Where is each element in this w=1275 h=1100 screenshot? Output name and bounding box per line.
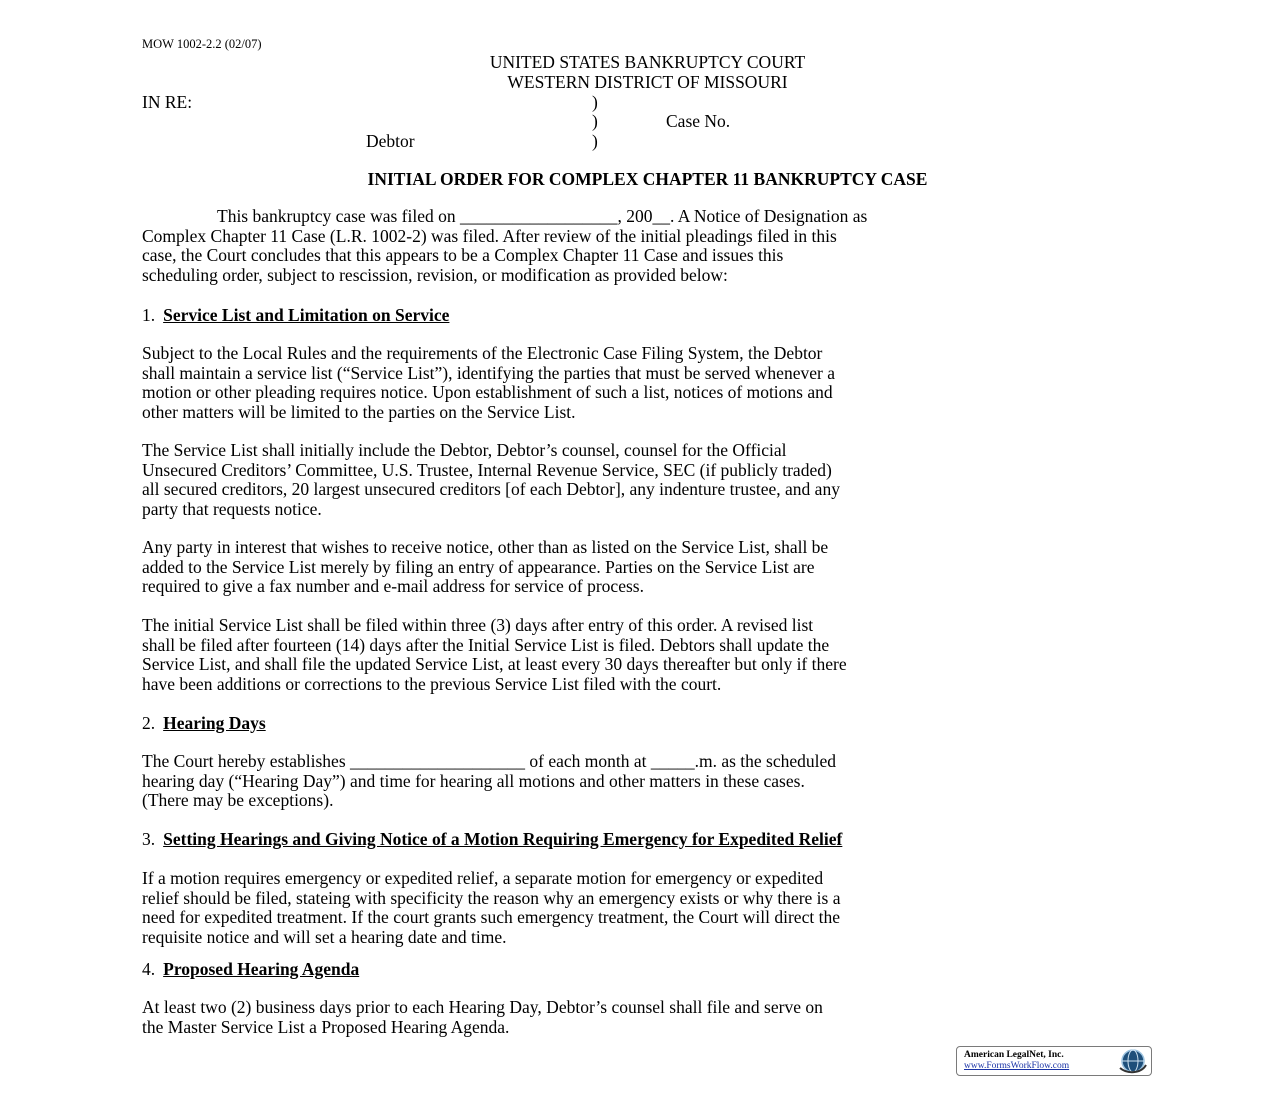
text-line: hearing day (“Hearing Day”) and time for hearing all motions and other matters in these cases.: [142, 770, 805, 791]
section-title: Proposed Hearing Agenda: [163, 959, 360, 979]
in-re-label: IN RE:: [142, 92, 193, 112]
paragraph: [142, 344, 1157, 422]
section-heading-hearing-days: [142, 713, 266, 734]
section-heading-service-list: [142, 305, 449, 326]
order-title: INITIAL ORDER FOR COMPLEX CHAPTER 11 BANKRUPTCY CASE: [367, 169, 928, 189]
text-line: The initial Service List shall be filed within three (3) days after entry of this order. A revised list: [142, 615, 814, 635]
text-line: This bankruptcy case was filed on __________________, 200__. A Notice of Designation as: [217, 206, 868, 226]
intro-paragraph: [142, 207, 1157, 285]
caption-paren: ): [592, 131, 598, 151]
section-title: Service List and Limitation on Service: [163, 305, 450, 325]
caption-paren: ): [592, 111, 598, 131]
text-line: added to the Service List merely by filing an entry of appearance. Parties on the Service List are: [142, 556, 815, 577]
paragraph: [142, 538, 1157, 597]
section-number: 4.: [142, 959, 156, 979]
case-number-label: Case No.: [666, 111, 731, 131]
text-line: case, the Court concludes that this appears to be a Complex Chapter 11 Case and issues this: [142, 245, 784, 266]
text-line: Any party in interest that wishes to receive notice, other than as listed on the Service List, shall be: [142, 537, 829, 557]
section-number: 3.: [142, 829, 156, 849]
section-title: Hearing Days: [163, 713, 266, 733]
text-line: have been additions or corrections to the previous Service List filed with the court.: [142, 673, 722, 694]
section-title: Setting Hearings and Giving Notice of a Motion Requiring Emergency for Expedited Relief: [163, 829, 843, 849]
text-line: Unsecured Creditors’ Committee, U.S. Trustee, Internal Revenue Service, SEC (if publicly traded): [142, 459, 832, 480]
text-line: If a motion requires emergency or expedited relief, a separate motion for emergency or expedited: [142, 868, 824, 888]
text-line: shall be filed after fourteen (14) days after the Initial Service List is filed. Debtors shall update the: [142, 634, 830, 655]
text-line: requisite notice and will set a hearing date and time.: [142, 926, 507, 947]
publisher-link[interactable]: www.FormsWorkFlow.com: [964, 1061, 1070, 1071]
globe-logo-icon: [1117, 1048, 1147, 1074]
text-line: scheduling order, subject to rescission, revision, or modification as provided below:: [142, 264, 728, 285]
text-line: party that requests notice.: [142, 498, 322, 519]
text-line: At least two (2) business days prior to each Hearing Day, Debtor’s counsel shall file and serve on: [142, 997, 823, 1017]
text-line: (There may be exceptions).: [142, 790, 334, 811]
text-line: Complex Chapter 11 Case (L.R. 1002-2) was filed. After review of the initial pleadings filed in this: [142, 225, 837, 246]
text-line: other matters will be limited to the parties on the Service List.: [142, 401, 576, 422]
text-line: need for expedited treatment. If the court grants such emergency treatment, the Court will direct the: [142, 907, 840, 928]
court-district: WESTERN DISTRICT OF MISSOURI: [507, 72, 788, 92]
text-line: relief should be filed, stateing with specificity the reason why an emergency exists or why there is a: [142, 887, 841, 908]
text-line: motion or other pleading requires notice. Upon establishment of such a list, notices of motions and: [142, 382, 833, 403]
paragraph: [142, 869, 1157, 947]
paragraph: [142, 998, 1157, 1037]
debtor-label: Debtor: [366, 131, 415, 151]
paragraph: [142, 441, 1157, 519]
text-line: The Court hereby establishes ____________________ of each month at _____.m. as the scheduled: [142, 751, 837, 771]
text-line: all secured creditors, 20 largest unsecured creditors [of each Debtor], any indenture trustee, and any: [142, 479, 840, 500]
text-line: required to give a fax number and e-mail address for service of process.: [142, 576, 644, 597]
form-id: MOW 1002-2.2 (02/07): [142, 37, 262, 51]
paragraph: [142, 752, 1157, 811]
text-line: the Master Service List a Proposed Hearing Agenda.: [142, 1016, 510, 1037]
text-line: Subject to the Local Rules and the requirements of the Electronic Case Filing System, the Debtor: [142, 343, 823, 363]
text-line: shall maintain a service list (“Service List”), identifying the parties that must be served whenever a: [142, 362, 835, 383]
paragraph: [142, 616, 1157, 694]
section-heading-hearing-agenda: [142, 959, 359, 980]
court-name: UNITED STATES BANKRUPTCY COURT: [489, 52, 806, 72]
text-line: The Service List shall initially include the Debtor, Debtor’s counsel, counsel for the Official: [142, 440, 787, 460]
publisher-name: American LegalNet, Inc.: [964, 1050, 1064, 1060]
caption-paren: ): [592, 92, 598, 112]
publisher-badge: [956, 1046, 1152, 1076]
text-line: Service List, and shall file the updated Service List, at least every 30 days thereafter but only if there: [142, 654, 847, 675]
section-heading-expedited-relief: [142, 829, 842, 850]
section-number: 1.: [142, 305, 156, 325]
section-number: 2.: [142, 713, 156, 733]
